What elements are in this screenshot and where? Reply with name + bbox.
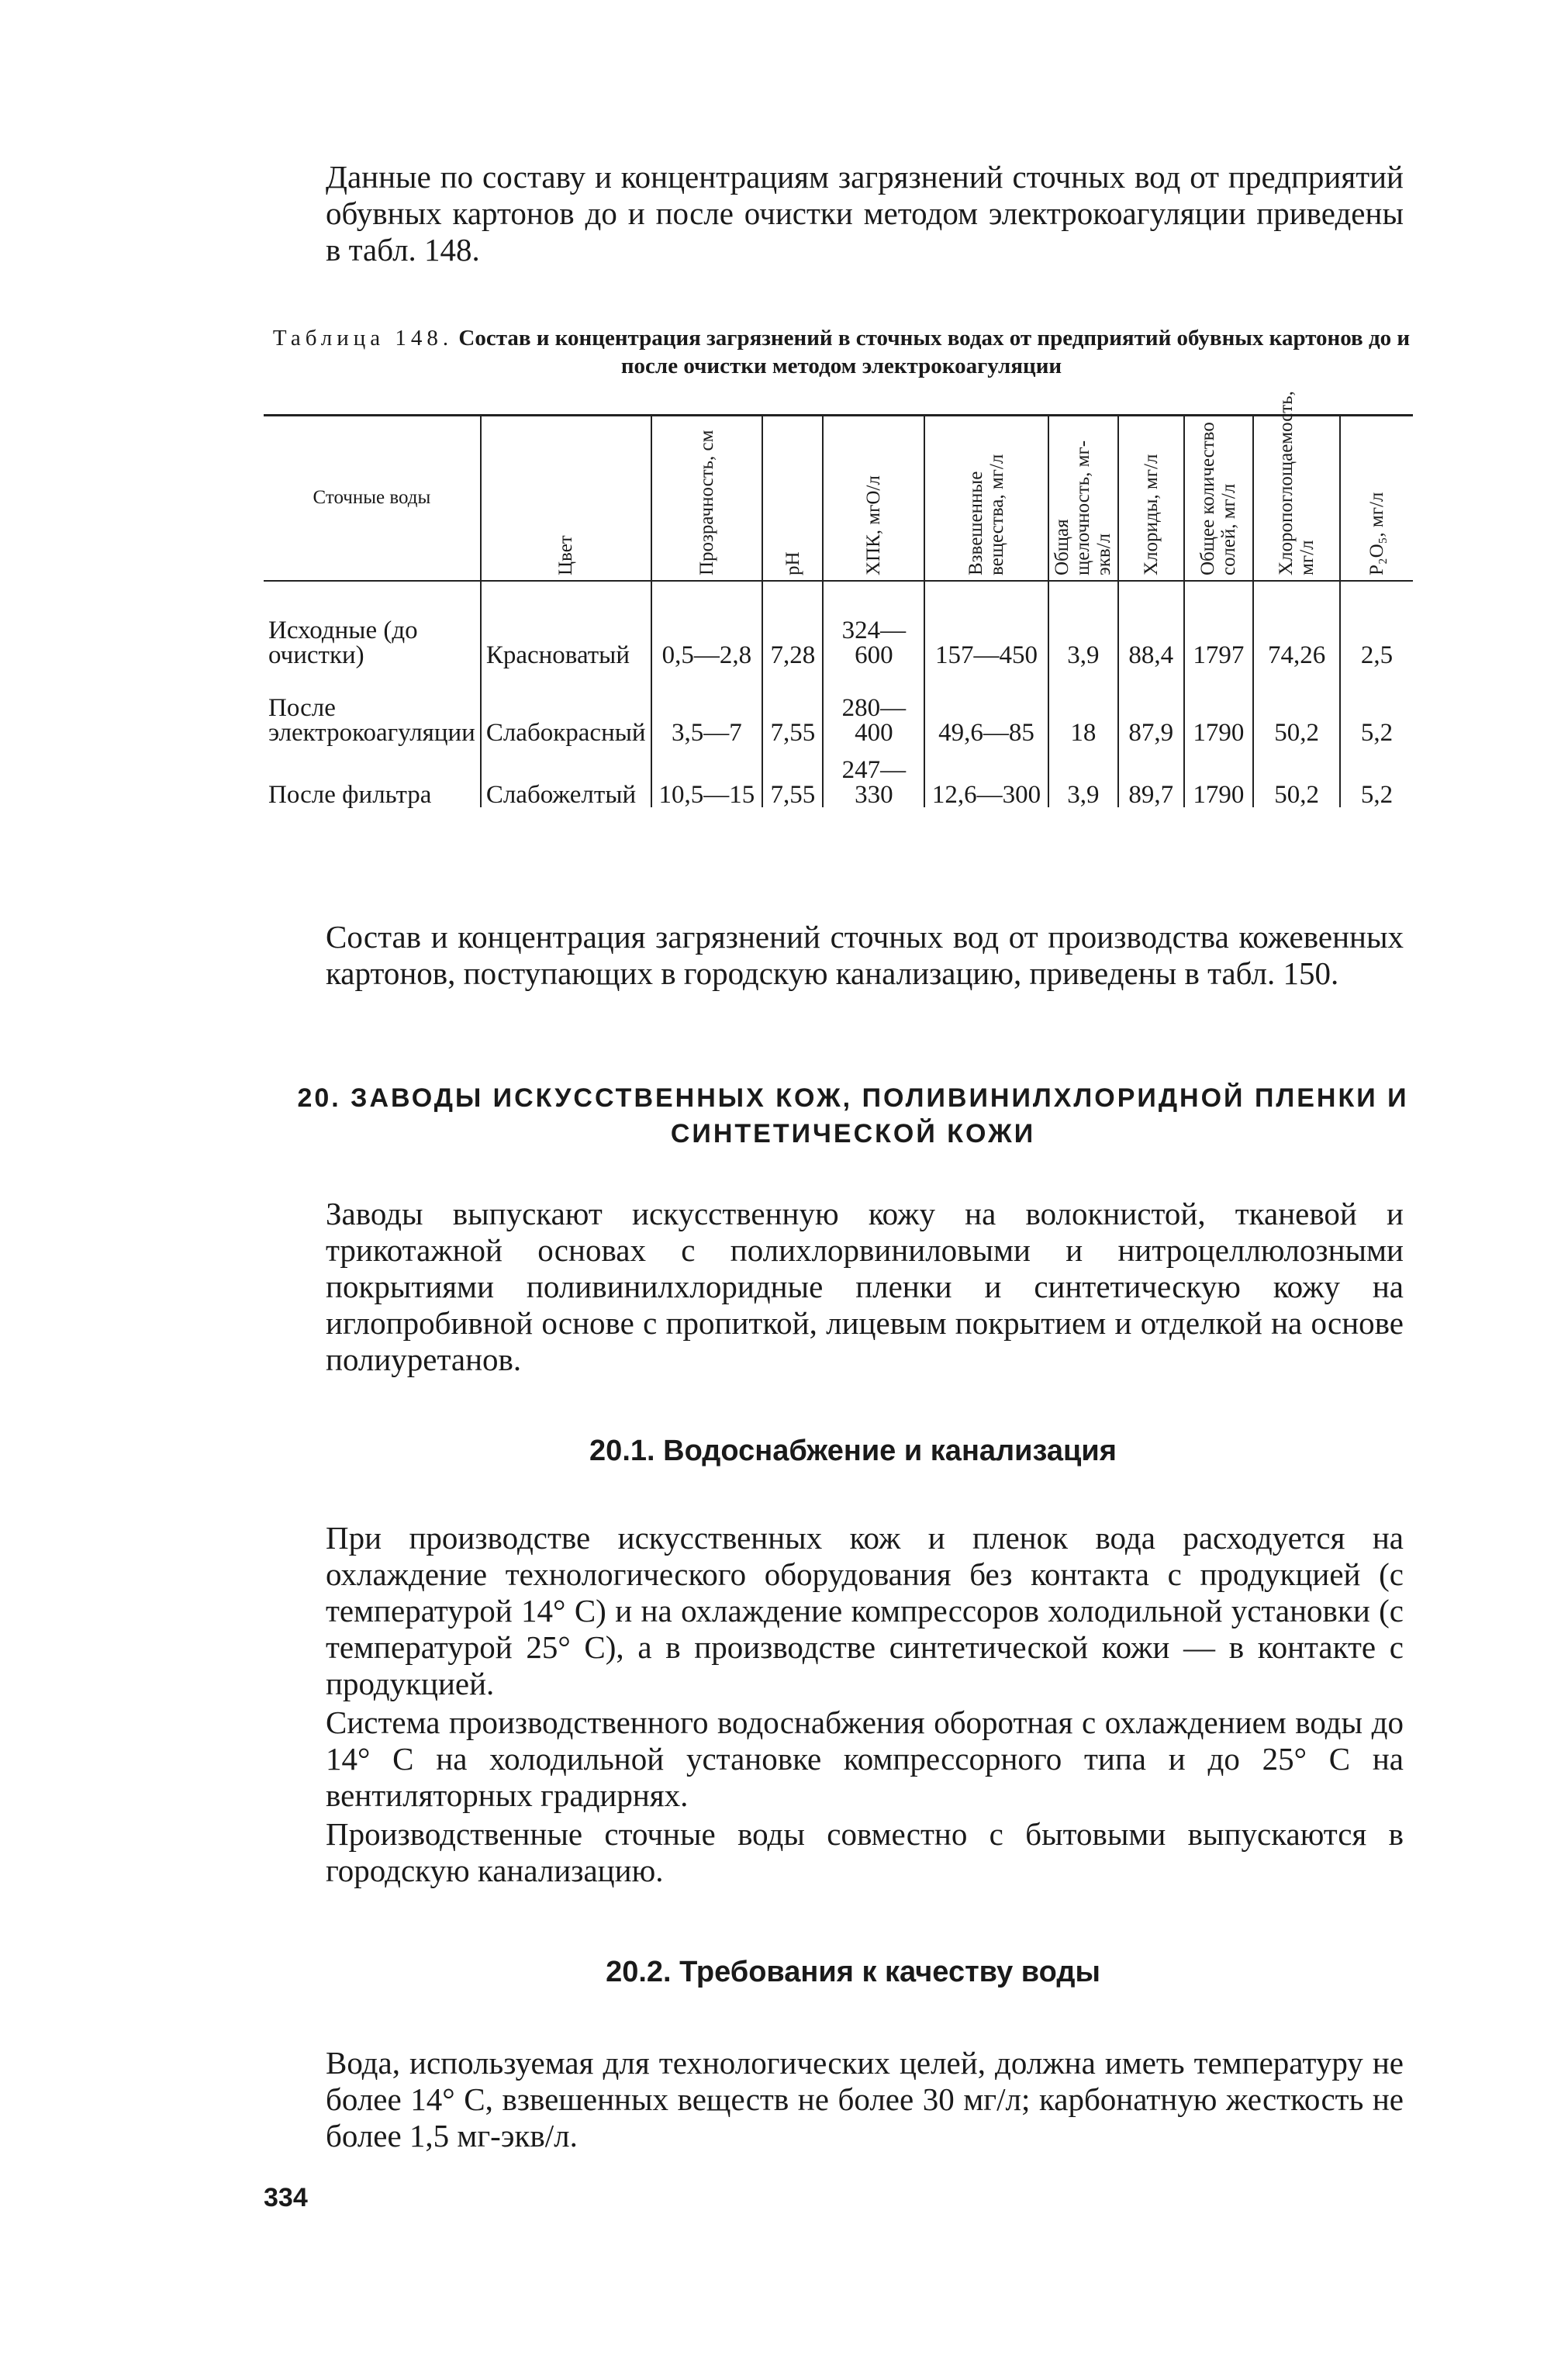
subsection1-paragraph-3: Производственные сточные воды совместно с бытовыми выпускаются в городскую канализацию. (326, 1816, 1404, 1888)
table-cell: 87,9 (1118, 668, 1184, 745)
table-cell: После фильтра (268, 781, 432, 809)
table-cell: После электрокоагуляции (268, 694, 475, 747)
table-cell: 247—330 (823, 745, 924, 807)
table-cell: 3,9 (1048, 745, 1118, 807)
header-cell: Прозрачность, см (651, 416, 763, 581)
table-caption-label: Таблица 148. (272, 326, 454, 351)
table-cell: Слабокрасный (481, 668, 651, 745)
para-after-table: Состав и концентрация загрязнений сточных вод от производства кожевенных картонов, поступающих в городскую канализацию, приведены в табл. 150. (326, 919, 1404, 991)
table-cell: 10,5—15 (651, 745, 763, 807)
table-cell: 7,28 (762, 581, 823, 668)
table-row (264, 745, 1413, 807)
table-cell: 280—400 (823, 668, 924, 745)
table-cell: 0,5—2,8 (651, 581, 763, 668)
section-paragraph: Заводы выпускают искусственную кожу на волокнистой, тканевой и трикотажной основах с полихлорвиниловыми и нитроцеллюлозными покрытиями поливинилхлоридные пленки и синтетическую кожу на иглопробивной основе с пропиткой, лицевым покрытием и отделкой на основе полиуретанов. (326, 1196, 1404, 1377)
header-cell: Общее количество солей, мг/л (1184, 416, 1254, 581)
table-row (264, 668, 1413, 745)
table-cell: 89,7 (1118, 745, 1184, 807)
header-cell: Сточные воды (313, 487, 431, 508)
table-cell: 7,55 (762, 668, 823, 745)
table-cell: 3,5—7 (651, 668, 763, 745)
table-cell: 1790 (1184, 668, 1254, 745)
header-cell: P₂O₅, мг/л (1340, 416, 1413, 581)
header-cell: Взвешенные вещества, мг/л (924, 416, 1048, 581)
table-cell: 88,4 (1118, 581, 1184, 668)
table-cell: Красноватый (481, 581, 651, 668)
header-cell: pH (762, 416, 823, 581)
data-table (264, 391, 1413, 809)
table-cell: Слабожелтый (481, 745, 651, 807)
header-cell: Хлориды, мг/л (1118, 416, 1184, 581)
header-cell: Хлоропоглощаемость, мг/л (1253, 416, 1340, 581)
table-caption-text: Состав и концентрация загрязнений в сточных водах от предприятий обувных картонов до и после очистки методом электрокоагуляции (458, 326, 1411, 378)
intro-paragraph: Данные по составу и концентрациям загрязнений сточных вод от предприятий обувных картонов до и после очистки методом электрокоагуляции приведены в табл. 148. (326, 159, 1404, 268)
table-cell: 12,6—300 (924, 745, 1048, 807)
table-cell: 2,5 (1340, 581, 1413, 668)
table-row (264, 581, 1413, 668)
header-cell: Цвет (481, 416, 651, 581)
header-cell: Общая щелочность, мг-экв/л (1048, 416, 1118, 581)
table-cell: 50,2 (1253, 668, 1340, 745)
subsection1-paragraph-1: При производстве искусственных кож и пленок вода расходуется на охлаждение технологического оборудования без контакта с продукцией (с температурой 14° С) и на охлаждение компрессоров холодильной установки (с температурой 25° С), а в производстве синтетической кожи — в контакте с продукцией. (326, 1520, 1404, 1701)
subsection-title-1: 20.1. Водоснабжение и канализация (589, 1435, 1117, 1467)
subsection2-paragraph: Вода, используемая для технологических целей, должна иметь температуру не более 14° С, взвешенных веществ не более 30 мг/л; карбонатную жесткость не более 1,5 мг-экв/л. (326, 2045, 1404, 2153)
table-cell: 1790 (1184, 745, 1254, 807)
table-cell: 5,2 (1340, 745, 1413, 807)
table-cell: 5,2 (1340, 668, 1413, 745)
table-cell: 18 (1048, 668, 1118, 745)
table-cell: 49,6—85 (924, 668, 1048, 745)
table-cell: 157—450 (924, 581, 1048, 668)
table-cell: 1797 (1184, 581, 1254, 668)
page-number: 334 (264, 2183, 308, 2212)
subsection-title-2: 20.2. Требования к качеству воды (606, 1956, 1100, 1988)
table-cell: 3,9 (1048, 581, 1118, 668)
table-cell: 7,55 (762, 745, 823, 807)
table-cell: 324—600 (823, 581, 924, 668)
section-title: 20. ЗАВОДЫ ИСКУССТВЕННЫХ КОЖ, ПОЛИВИНИЛХЛОРИДНОЙ ПЛЕНКИ И СИНТЕТИЧЕСКОЙ КОЖИ (297, 1083, 1409, 1148)
table-caption (271, 324, 1411, 380)
subsection1-paragraph-2: Система производственного водоснабжения оборотная с охлаждением воды до 14° С на холодильной установке компрессорного типа и до 25° С на вентиляторных градирнях. (326, 1704, 1404, 1813)
table-header-row (264, 416, 1413, 581)
table-cell: Исходные (до очистки) (268, 617, 418, 669)
table-cell: 74,26 (1253, 581, 1340, 668)
header-cell: ХПК, мгО/л (823, 416, 924, 581)
table-cell: 50,2 (1253, 745, 1340, 807)
